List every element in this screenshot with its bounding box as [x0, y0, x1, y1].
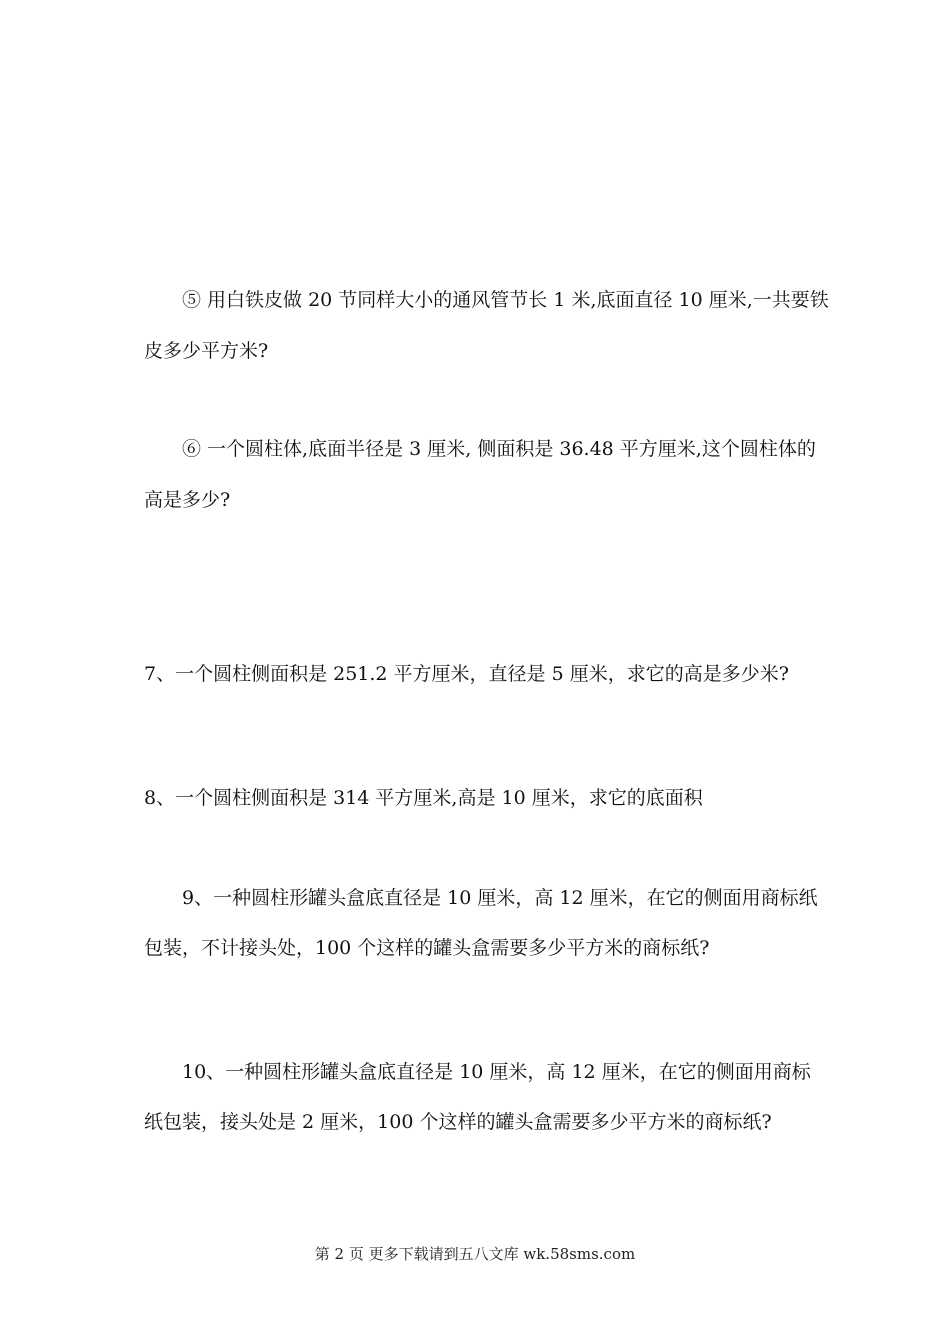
problem-9-line-1: 9、一种圆柱形罐头盒底直径是 10 厘米，高 12 厘米，在它的侧面用商标纸 [182, 887, 818, 909]
problem-5-line-2: 皮多少平方米? [144, 340, 269, 362]
problem-6-line-2: 高是多少? [144, 489, 231, 511]
problem-9-line-2: 包装，不计接头处，100 个这样的罐头盒需要多少平方米的商标纸? [144, 937, 710, 959]
page-footer: 第 2 页 更多下载请到五八文库 wk.58sms.com [314, 1245, 636, 1263]
problem-5-line-1: ⑤ 用白铁皮做 20 节同样大小的通风管节长 1 米,底面直径 10 厘米,一共要铁 [182, 289, 829, 311]
problem-7-line-1: 7、一个圆柱侧面积是 251.2 平方厘米，直径是 5 厘米，求它的高是多少米? [144, 663, 789, 685]
problem-6-line-1: ⑥ 一个圆柱体,底面半径是 3 厘米, 侧面积是 36.48 平方厘米,这个圆柱体的 [182, 438, 816, 460]
problem-10-line-1: 10、一种圆柱形罐头盒底直径是 10 厘米，高 12 厘米，在它的侧面用商标 [182, 1061, 811, 1083]
problem-10-line-2: 纸包装，接头处是 2 厘米，100 个这样的罐头盒需要多少平方米的商标纸? [144, 1111, 772, 1133]
problem-8-line-1: 8、一个圆柱侧面积是 314 平方厘米,高是 10 厘米，求它的底面积 [144, 787, 703, 809]
